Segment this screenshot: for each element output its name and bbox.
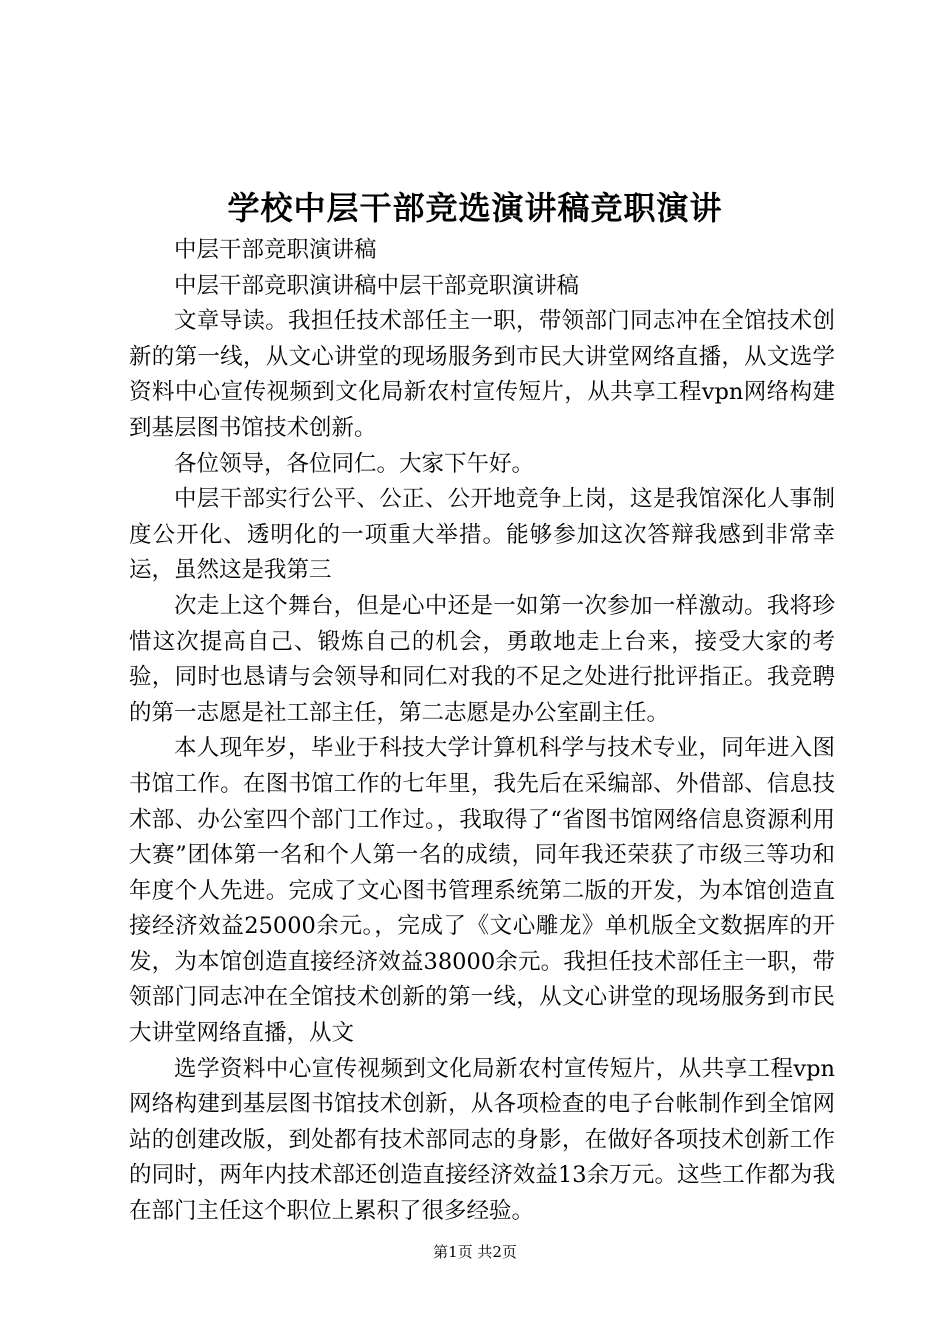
paragraph: 中层干部竞职演讲稿 (174, 237, 377, 263)
paragraph: 选学资料中心宣传视频到文化局新农村宣传短片，从共享工程vpn网络构建到基层图书馆技术创新，从各项检查的电子台帐制作到全馆网站的创建改版，到处都有技术部同志的身影，在做好各项技术创新工作的同时，两年内技术部还创造直接经济效益13余万元。这些工作都为我在部门主任这个职位上累积了很多经验。 (129, 1055, 835, 1225)
paragraph: 本人现年岁，毕业于科技大学计算机科学与技术专业，同年进入图书馆工作。在图书馆工作的七年里，我先后在采编部、外借部、信息技术部、办公室四个部门工作过。，我取得了“省图书馆网络信息资源利用大赛”团体第一名和个人第一名的成绩，同年我还荣获了市级三等功和年度个人先进。完成了文心图书管理系统第二版的开发，为本馆创造直接经济效益25000余元。，完成了《文心雕龙》单机版全文数据库的开发，为本馆创造直接经济效益38000余元。我担任技术部任主一职，带领部门同志冲在全馆技术创新的第一线，从文心讲堂的现场服务到市民大讲堂网络直播，从文 (129, 735, 835, 1047)
page-number-footer: 第1页 共2页 (433, 1243, 517, 1261)
paragraph: 中层干部竞职演讲稿中层干部竞职演讲稿 (174, 272, 580, 299)
document-title: 学校中层干部竞选演讲稿竞职演讲 (227, 189, 723, 227)
paragraph: 文章导读。我担任技术部任主一职，带领部门同志冲在全馆技术创新的第一线，从文心讲堂的现场服务到市民大讲堂网络直播，从文选学资料中心宣传视频到文化局新农村宣传短片，从共享工程vpn网络构建到基层图书馆技术创新。 (129, 308, 835, 441)
paragraph: 次走上这个舞台，但是心中还是一如第一次参加一样激动。我将珍惜这次提高自己、锻炼自己的机会，勇敢地走上台来，接受大家的考验，同时也恳请与会领导和同仁对我的不足之处进行批评指正。我竞聘的第一志愿是社工部主任，第二志愿是办公室副主任。 (129, 592, 835, 726)
document-body (129, 233, 835, 1230)
paragraph: 中层干部实行公平、公正、公开地竞争上岗，这是我馆深化人事制度公开化、透明化的一项重大举措。能够参加这次答辩我感到非常幸运，虽然这是我第三 (129, 486, 835, 584)
paragraph: 各位领导，各位同仁。大家下午好。 (174, 450, 535, 477)
